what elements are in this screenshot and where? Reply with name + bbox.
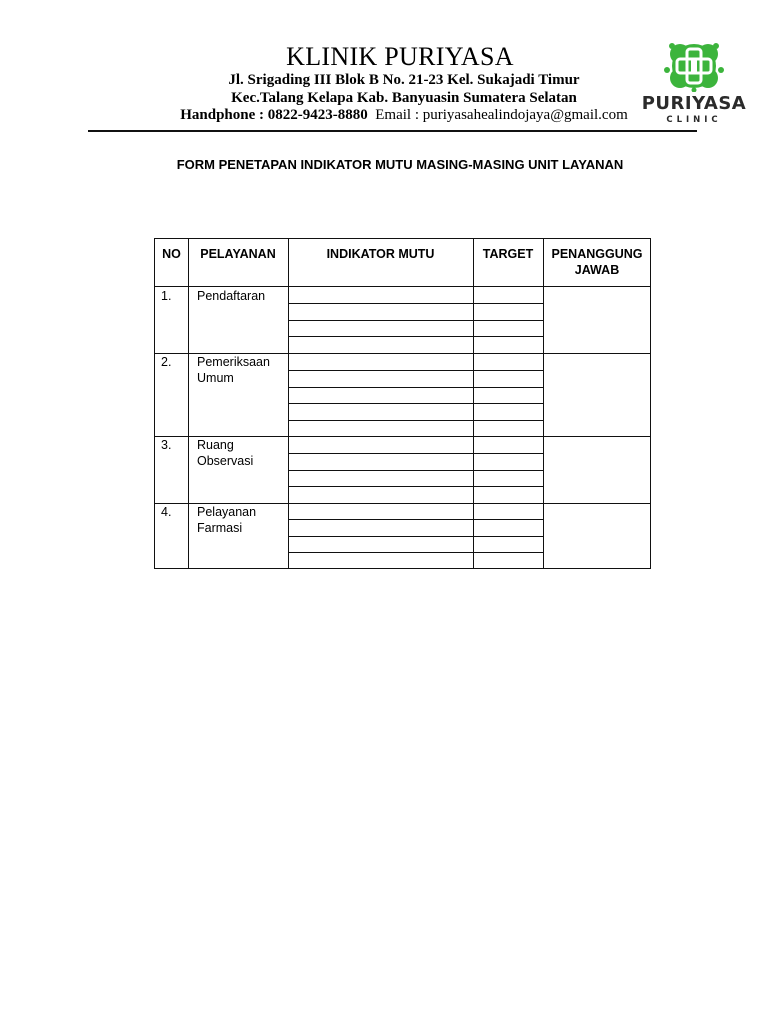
subrow-divider bbox=[288, 320, 543, 321]
clinic-name: KLINIK PURIYASA bbox=[286, 42, 514, 71]
row-1-pelayanan: Pendaftaran bbox=[197, 289, 266, 303]
header-indikator-mutu: INDIKATOR MUTU bbox=[326, 247, 435, 261]
header-divider bbox=[88, 130, 697, 132]
row-2-no: 2. bbox=[161, 355, 172, 369]
logo-subtitle: CLINIC bbox=[666, 115, 722, 125]
email: Email : puriyasahealindojaya@gmail.com bbox=[375, 107, 628, 123]
header-pelayanan: PELAYANAN bbox=[200, 247, 276, 261]
logo-wordmark: PURIYASA bbox=[641, 93, 747, 114]
header-target: TARGET bbox=[482, 247, 534, 261]
clinic-cross-logo-icon bbox=[636, 40, 752, 92]
row-divider bbox=[155, 286, 650, 287]
form-title: FORM PENETAPAN INDIKATOR MUTU MASING-MASING UNIT LAYANAN bbox=[176, 157, 624, 172]
subrow-divider bbox=[288, 387, 543, 388]
letterhead bbox=[0, 0, 768, 135]
address-line-1: Jl. Srigading III Blok B No. 21-23 Kel. Sukajadi Timur bbox=[228, 72, 580, 88]
phone: Handphone : 0822-9423-8880 bbox=[180, 107, 368, 123]
row-1-no: 1. bbox=[161, 289, 172, 303]
row-3-pelayanan: Ruang Observasi bbox=[197, 438, 254, 468]
subrow-divider bbox=[288, 370, 543, 371]
col-divider bbox=[543, 239, 544, 568]
indicator-table bbox=[154, 238, 651, 569]
subrow-divider bbox=[288, 470, 543, 471]
subrow-divider bbox=[288, 453, 543, 454]
row-3-no: 3. bbox=[161, 438, 172, 452]
header-no: NO bbox=[162, 247, 181, 261]
subrow-divider bbox=[288, 552, 543, 553]
subrow-divider bbox=[288, 336, 543, 337]
subrow-divider bbox=[288, 403, 543, 404]
row-4-no: 4. bbox=[161, 505, 172, 519]
col-divider bbox=[188, 239, 189, 568]
subrow-divider bbox=[288, 536, 543, 537]
row-2-pelayanan: Pemeriksaan Umum bbox=[197, 355, 270, 385]
header-penanggung-jawab: PENANGGUNG JAWAB bbox=[551, 247, 643, 277]
clinic-logo bbox=[636, 40, 752, 130]
subrow-divider bbox=[288, 486, 543, 487]
subrow-divider bbox=[288, 420, 543, 421]
row-4-pelayanan: Pelayanan Farmasi bbox=[197, 505, 257, 535]
subrow-divider bbox=[288, 303, 543, 304]
address-line-2: Kec.Talang Kelapa Kab. Banyuasin Sumatera Selatan bbox=[231, 90, 577, 106]
subrow-divider bbox=[288, 519, 543, 520]
